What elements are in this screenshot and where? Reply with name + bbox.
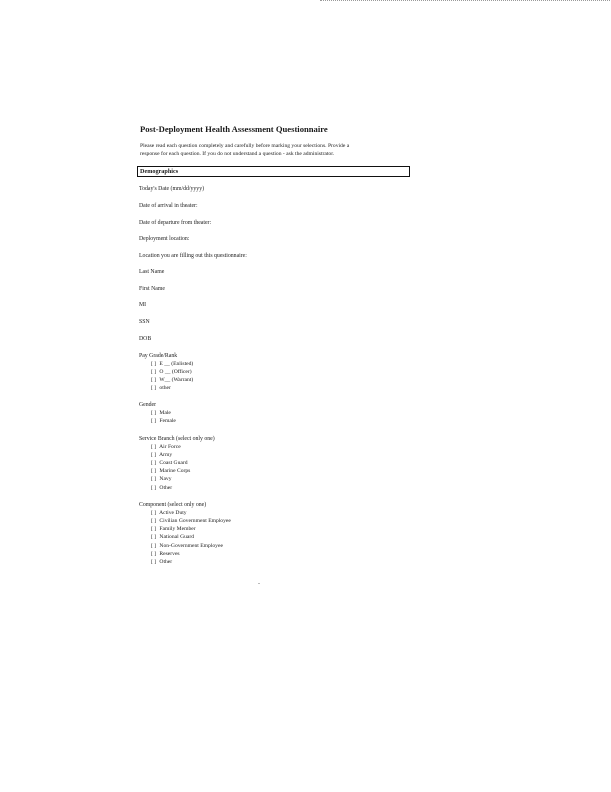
checkbox[interactable]: [ ] — [151, 534, 157, 540]
option-marine-corps[interactable] — [151, 468, 190, 474]
last-name-field[interactable]: Last Name — [139, 269, 165, 275]
option-non-gov[interactable] — [151, 543, 223, 549]
option-national-guard[interactable] — [151, 534, 194, 540]
option-label: E __ (Enlisted) — [159, 361, 194, 367]
page-title: Post-Deployment Health Assessment Questionnaire — [140, 124, 328, 134]
filling-location-field[interactable]: Location you are filling out this questionnaire: — [139, 253, 247, 259]
instructions-line-1: Please read each question completely and carefully before marking your selections. Provide a — [140, 143, 350, 149]
service-branch-label: Service Branch (select only one) — [139, 436, 215, 442]
component-label: Component (select only one) — [139, 502, 207, 508]
option-active-duty[interactable] — [151, 510, 187, 516]
checkbox[interactable]: [ ] — [151, 418, 157, 424]
checkbox[interactable]: [ ] — [151, 559, 157, 565]
deployment-location-field[interactable]: Deployment location: — [139, 236, 190, 242]
option-label: Air Force — [159, 444, 181, 450]
section-title: Demographics — [140, 168, 179, 175]
pay-grade-label: Pay Grade/Rank — [139, 353, 178, 359]
option-officer[interactable] — [151, 369, 192, 375]
first-name-field[interactable]: First Name — [139, 286, 165, 292]
option-label: O __ (Officer) — [159, 369, 192, 375]
dob-field[interactable]: DOB — [139, 336, 152, 342]
instructions — [140, 143, 349, 159]
option-component-other[interactable] — [151, 559, 172, 565]
checkbox[interactable]: [ ] — [151, 369, 157, 375]
checkbox[interactable]: [ ] — [151, 551, 157, 557]
section-header-demographics — [137, 166, 410, 177]
checkbox[interactable]: [ ] — [151, 526, 157, 532]
checkbox[interactable]: [ ] — [151, 518, 157, 524]
checkbox[interactable]: [ ] — [151, 444, 157, 450]
option-coast-guard[interactable] — [151, 460, 188, 466]
arrival-date-field[interactable]: Date of arrival in theater: — [139, 203, 198, 209]
option-label: Army — [159, 452, 173, 458]
checkbox[interactable]: [ ] — [151, 460, 157, 466]
option-family-member[interactable] — [151, 526, 196, 532]
gender-label: Gender — [139, 402, 157, 408]
option-navy[interactable] — [151, 476, 172, 482]
option-reserves[interactable] — [151, 551, 180, 557]
option-label: other — [159, 385, 171, 391]
checkbox[interactable]: [ ] — [151, 543, 157, 549]
option-label: Female — [159, 418, 176, 424]
middle-initial-field[interactable]: MI — [139, 302, 147, 308]
option-label: Male — [159, 410, 171, 416]
option-pay-other[interactable] — [151, 385, 171, 391]
option-label: Navy — [159, 476, 172, 482]
option-label: Active Duty — [159, 510, 187, 516]
checkbox[interactable]: [ ] — [151, 385, 157, 391]
option-enlisted[interactable] — [151, 361, 193, 367]
option-label: Reserves — [159, 551, 180, 557]
option-label: Marine Corps — [159, 468, 191, 474]
checkbox[interactable]: [ ] — [151, 410, 157, 416]
instructions-line-2: response for each question. If you do not understand a question - ask the administrator. — [140, 150, 335, 157]
option-label: Non-Government Employee — [159, 543, 223, 549]
option-label: Other — [159, 559, 173, 565]
todays-date-field[interactable]: Today's Date (mm/dd/yyyy) — [139, 186, 205, 192]
option-label: Coast Guard — [159, 460, 188, 466]
option-warrant[interactable] — [151, 377, 193, 383]
checkbox[interactable]: [ ] — [151, 377, 157, 383]
option-branch-other[interactable] — [151, 485, 172, 491]
checkbox[interactable]: [ ] — [151, 476, 157, 482]
checkbox[interactable]: [ ] — [151, 361, 157, 367]
checkbox[interactable]: [ ] — [151, 485, 157, 491]
checkbox[interactable]: [ ] — [151, 468, 157, 474]
option-label: Civilian Government Employee — [159, 518, 231, 524]
option-label: Family Member — [159, 526, 196, 532]
option-male[interactable] — [151, 410, 171, 416]
ssn-field[interactable]: SSN — [139, 319, 150, 325]
option-label: National Guard — [159, 534, 195, 540]
option-air-force[interactable] — [151, 444, 181, 450]
option-army[interactable] — [151, 452, 172, 458]
scan-speck — [258, 583, 260, 584]
departure-date-field[interactable]: Date of departure from theater: — [139, 220, 212, 226]
option-label: W__ (Warrant) — [159, 377, 194, 383]
checkbox[interactable]: [ ] — [151, 452, 157, 458]
option-female[interactable] — [151, 418, 176, 424]
option-label: Other — [159, 485, 173, 491]
checkbox[interactable]: [ ] — [151, 510, 157, 516]
option-civilian-gov[interactable] — [151, 518, 231, 524]
